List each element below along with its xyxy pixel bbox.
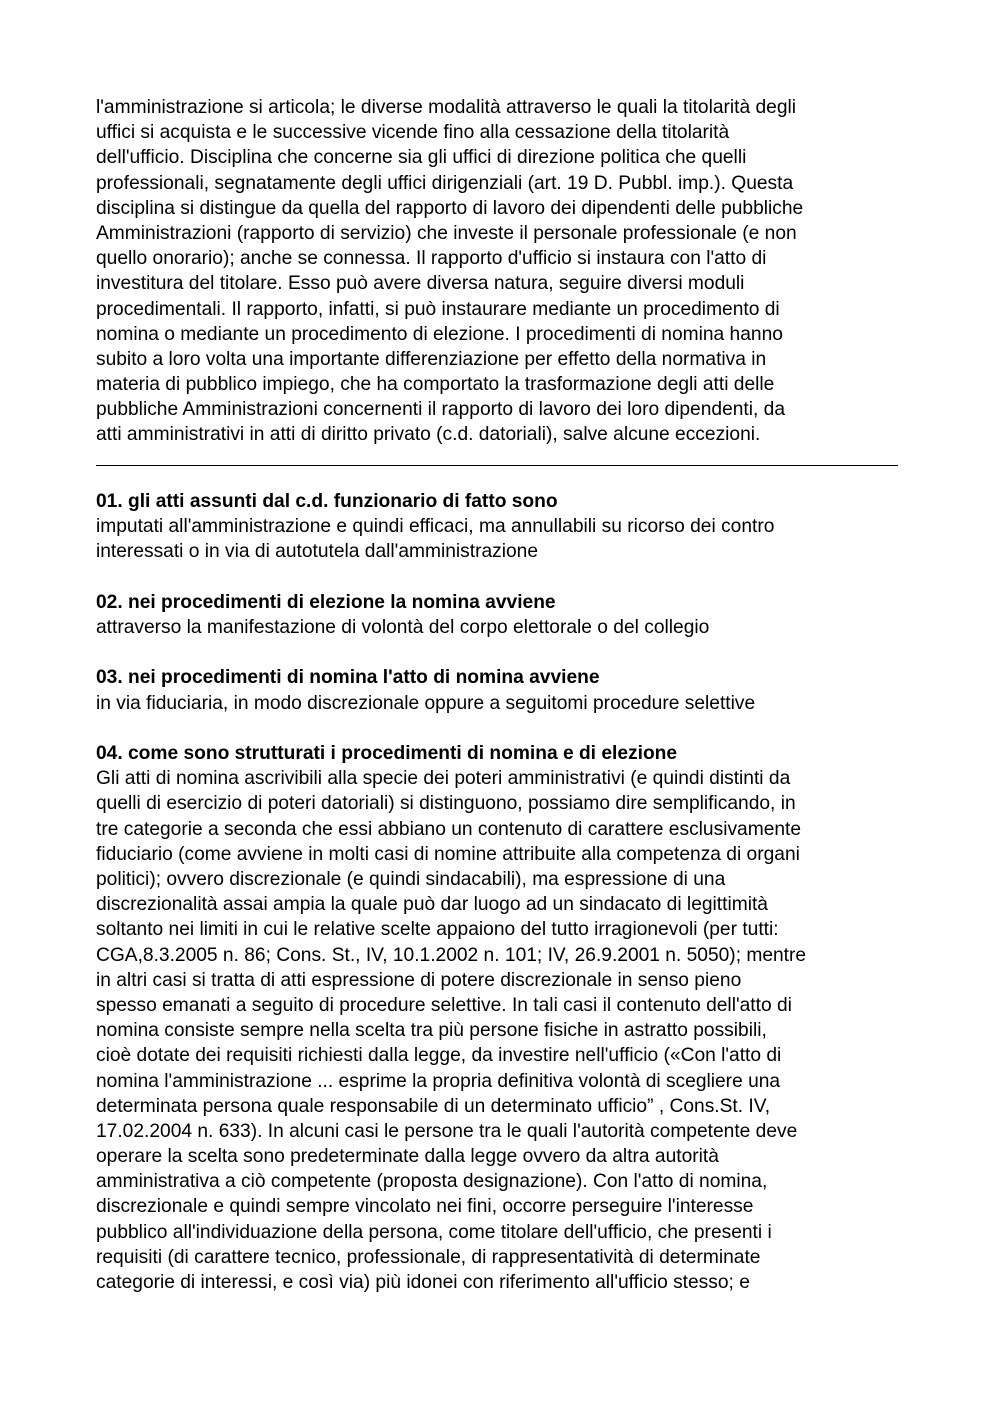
intro-line: subito a loro volta una importante differenziazione per effetto della normativa in: [96, 348, 767, 370]
answer-line: amministrativa a ciò competente (proposta designazione). Con l'atto di nomina,: [96, 1171, 768, 1193]
intro-line: uffici si acquista e le successive vicende fino alla cessazione della titolarità: [96, 122, 730, 144]
intro-line: atti amministrativi in atti di diritto privato (c.d. datoriali), salve alcune eccezioni.: [96, 424, 761, 446]
question-block: [96, 590, 906, 640]
question-list: [96, 489, 906, 1296]
answer-line: fiduciario (come avviene in molti casi di nomine attribuite alla competenza di organi: [96, 843, 800, 865]
answer-line: Gli atti di nomina ascrivibili alla specie dei poteri amministrativi (e quindi distinti da: [96, 768, 791, 790]
intro-paragraph: [96, 95, 906, 448]
answer-line: 17.02.2004 n. 633). In alcuni casi le persone tra le quali l'autorità competente deve: [96, 1120, 798, 1142]
question-title: 01. gli atti assunti dal c.d. funzionario di fatto sono: [96, 490, 558, 512]
intro-line: materia di pubblico impiego, che ha comportato la trasformazione degli atti delle: [96, 374, 775, 396]
answer-line: categorie di interessi, e così via) più idonei con riferimento all'ufficio stesso; e: [96, 1272, 750, 1294]
intro-line: disciplina si distingue da quella del rapporto di lavoro dei dipendenti delle pubbliche: [96, 197, 804, 219]
answer-line: CGA,8.3.2005 n. 86; Cons. St., IV, 10.1.2002 n. 101; IV, 26.9.2001 n. 5050); mentre: [96, 944, 807, 966]
intro-line: l'amministrazione si articola; le diverse modalità attraverso le quali la titolarità degli: [96, 97, 797, 118]
question-title: 02. nei procedimenti di elezione la nomina avviene: [96, 591, 556, 613]
answer-line: discrezionalità assai ampia la quale può dar luogo ad un sindacato di legittimità: [96, 894, 768, 916]
section-divider: [96, 465, 898, 466]
answer-line: determinata persona quale responsabile di un determinato ufficio” , Cons.St. IV,: [96, 1095, 771, 1117]
answer-line: attraverso la manifestazione di volontà del corpo elettorale o del collegio: [96, 616, 710, 638]
answer-line: nomina l'amministrazione ... esprime la propria definitiva volontà di scegliere una: [96, 1070, 781, 1092]
question-block: [96, 489, 906, 565]
intro-line: procedimentali. Il rapporto, infatti, si può instaurare mediante un procedimento di: [96, 298, 780, 320]
intro-line: professionali, segnatamente degli uffici dirigenziali (art. 19 D. Pubbl. imp.). Questa: [96, 172, 794, 194]
answer-line: interessati o in via di autotutela dall'amministrazione: [96, 541, 539, 562]
answer-line: pubblico all'individuazione della persona, come titolare dell'ufficio, che presenti i: [96, 1221, 772, 1243]
document-page: [96, 95, 906, 1321]
answer-line: tre categorie a seconda che essi abbiano un contenuto di carattere esclusivamente: [96, 818, 802, 840]
answer-line: spesso emanati a seguito di procedure selettive. In tali casi il contenuto dell'atto di: [96, 994, 792, 1016]
answer-line: requisiti (di carattere tecnico, professionale, di rappresentatività di determinate: [96, 1246, 761, 1268]
question-title: 04. come sono strutturati i procedimenti di nomina e di elezione: [96, 743, 678, 765]
intro-line: dell'ufficio. Disciplina che concerne sia gli uffici di direzione politica che quelli: [96, 147, 747, 169]
answer-line: quelli di esercizio di poteri datoriali) si distinguono, possiamo dire semplificando, in: [96, 793, 796, 815]
intro-line: investitura del titolare. Esso può avere diversa natura, seguire diversi moduli: [96, 273, 745, 295]
question-block: [96, 665, 906, 715]
intro-line: quello onorario); anche se connessa. Il rapporto d'ufficio si instaura con l'atto di: [96, 248, 767, 270]
answer-line: politici); ovvero discrezionale (e quindi sindacabili), ma espressione di una: [96, 869, 726, 891]
answer-line: operare la scelta sono predeterminate dalla legge ovvero da altra autorità: [96, 1146, 719, 1168]
intro-line: pubbliche Amministrazioni concernenti il rapporto di lavoro dei loro dipendenti, da: [96, 399, 786, 421]
answer-line: in altri casi si tratta di atti espressione di potere discrezionale in senso pieno: [96, 969, 742, 991]
question-title: 03. nei procedimenti di nomina l'atto di nomina avviene: [96, 667, 600, 689]
answer-line: soltanto nei limiti in cui le relative scelte appaiono del tutto irragionevoli (per tutti:: [96, 919, 779, 941]
answer-line: in via fiduciaria, in modo discrezionale oppure a seguitomi procedure selettive: [96, 692, 756, 714]
answer-line: cioè dotate dei requisiti richiesti dalla legge, da investire nell'ufficio («Con l'atto di: [96, 1045, 782, 1067]
answer-line: discrezionale e quindi sempre vincolato nei fini, occorre perseguire l'interesse: [96, 1196, 754, 1218]
answer-line: imputati all'amministrazione e quindi efficaci, ma annullabili su ricorso dei contro: [96, 515, 775, 537]
intro-line: nomina o mediante un procedimento di elezione. I procedimenti di nomina hanno: [96, 323, 783, 345]
intro-line: Amministrazioni (rapporto di servizio) che investe il personale professionale (e non: [96, 222, 797, 244]
answer-line: nomina consiste sempre nella scelta tra più persone fisiche in astratto possibili,: [96, 1020, 767, 1042]
question-block: [96, 741, 906, 1295]
